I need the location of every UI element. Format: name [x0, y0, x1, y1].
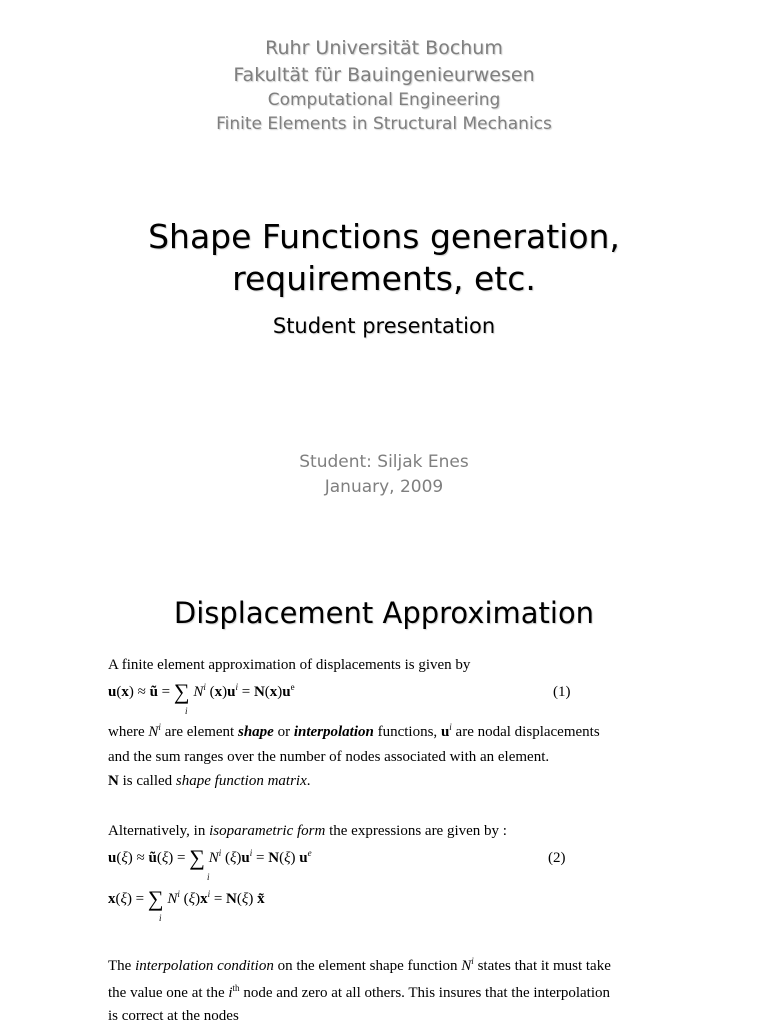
content-slide-title: Displacement Approximation: [173, 596, 595, 630]
isoparametric-line: Alternatively, in isoparametric form the expressions are given by :: [108, 823, 507, 839]
equation-1: u(x) ≈ ũ = ∑ $N^i$ $(x)u^i = N(x)u^e$: [108, 679, 295, 704]
intro-text: A finite element approximation of displacements is given by: [108, 657, 471, 673]
equation-3: x(ξ) = ∑ $N^i$ $(\xi)x^i = N(\xi)$ x̃: [108, 886, 265, 911]
program-name: Computational Engineering: [267, 90, 501, 110]
student-name: Student: Siljak Enes: [299, 452, 469, 472]
sum-index-3: i: [159, 913, 162, 923]
slide-subtitle: Student presentation: [272, 314, 496, 338]
course-name: Finite Elements in Structural Mechanics: [216, 114, 552, 134]
slide-title-line-1: Shape Functions generation,: [148, 217, 620, 256]
sum-index-1: i: [185, 706, 188, 716]
where-line: where $N^i$ are element shape or interpolation functions, $u^i$ are nodal displacements: [108, 722, 600, 740]
university-name: Ruhr Universität Bochum: [265, 37, 503, 59]
slide-title-line-2: requirements, etc.: [232, 259, 536, 298]
interpolation-condition-line-2: the value one at the $i^{th}$ node and zero at all others. This insures that the interpolation: [108, 983, 611, 1001]
equation-2-number: (2): [548, 850, 566, 866]
interpolation-condition-line-1: The interpolation condition on the element shape function $N^i$ states that it must take: [108, 956, 611, 974]
sum-range-line: and the sum ranges over the number of nodes associated with an element.: [108, 749, 550, 765]
equation-1-number: (1): [553, 684, 571, 700]
presentation-date: January, 2009: [324, 477, 444, 497]
interpolation-condition-line-3: is correct at the nodes: [108, 1008, 239, 1024]
shape-matrix-line: N is called shape function matrix.: [108, 773, 311, 789]
sum-index-2: i: [207, 872, 210, 882]
faculty-name: Fakultät für Bauingenieurwesen: [233, 64, 535, 86]
equation-2: u(ξ) ≈ ũ(ξ) = ∑ $N^i$ $(\xi)u^i = N(\xi)$ $u^e$: [108, 845, 312, 870]
